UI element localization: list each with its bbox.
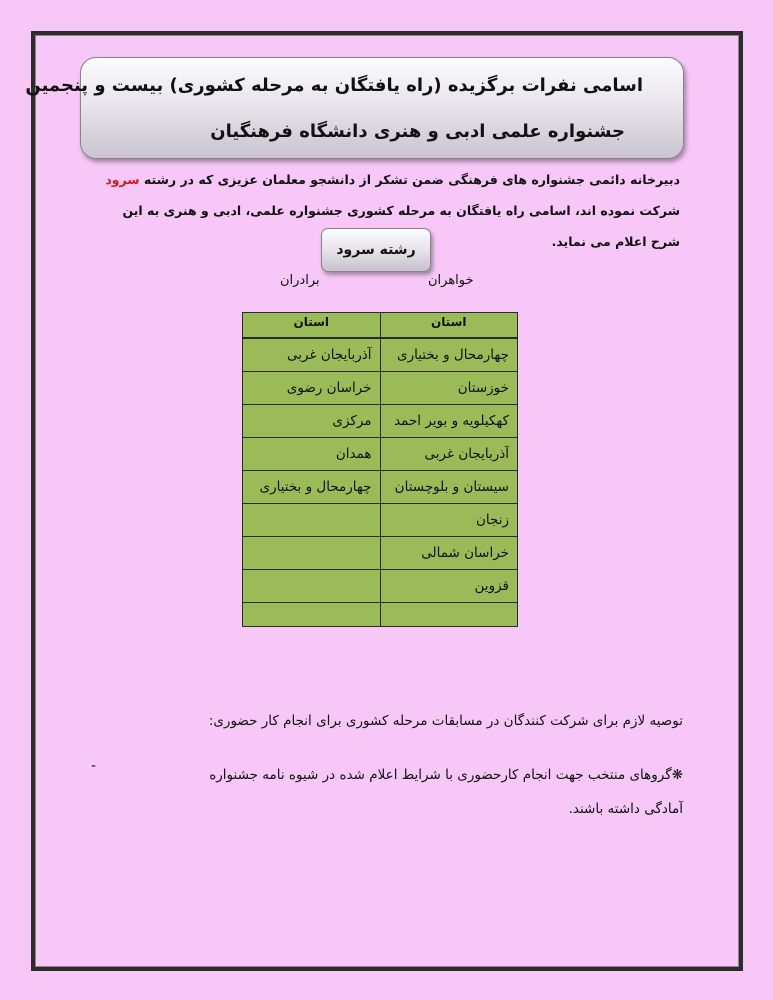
brothers-province-cell: خراسان رضوی (243, 372, 381, 405)
sisters-province-cell: خراسان شمالی (380, 537, 518, 570)
field-name-highlight: سرود (105, 172, 140, 187)
recommendation-text: گروهای منتخب جهت انجام کارحضوری با شرایط اعلام شده در شیوه نامه جشنواره آمادگی داشته باشند. (209, 767, 683, 817)
brothers-province-cell (243, 603, 381, 627)
field-label-box: رشته سرود (321, 228, 431, 272)
table-row (243, 471, 518, 504)
title-banner (25, 57, 684, 159)
table-row (243, 570, 518, 603)
brothers-province-cell: چهارمحال و بختیاری (243, 471, 381, 504)
table-row (243, 603, 518, 627)
table-row (243, 405, 518, 438)
brothers-province-cell: آذربایجان غربی (243, 338, 381, 372)
sisters-province-cell: آذربایجان غربی (380, 438, 518, 471)
sisters-province-cell: سیستان و بلوچستان (380, 471, 518, 504)
title-line-2: جشنواره علمی ادبی و هنری دانشگاه فرهنگیان (210, 121, 625, 142)
intro-text-start: دبیرخانه دائمی جشنواره های فرهنگی ضمن تشکر از دانشجو معلمان عزیزی که در رشته (139, 172, 680, 187)
brothers-province-cell: مرکزی (243, 405, 381, 438)
sisters-province-cell (380, 603, 518, 627)
recommendation-item (193, 758, 683, 826)
table-row (243, 504, 518, 537)
sisters-province-cell: زنجان (380, 504, 518, 537)
sisters-province-cell: خوزستان (380, 372, 518, 405)
brothers-province-cell: همدان (243, 438, 381, 471)
recommendation-title: توصیه لازم برای شرکت کنندگان در مسابقات مرحله کشوری برای انجام کار حضوری: (208, 713, 683, 729)
table-row (243, 438, 518, 471)
bullet-icon: ❋ (671, 767, 683, 783)
sisters-heading: خواهران (428, 273, 474, 288)
table-row (243, 372, 518, 405)
table-row (243, 338, 518, 372)
brothers-province-cell (243, 537, 381, 570)
brothers-province-cell (243, 570, 381, 603)
dash-mark: - (91, 758, 97, 774)
brothers-heading: برادران (280, 273, 320, 288)
intro-text-end: شرکت نموده اند، اسامی راه یافتگان به مرحله کشوری جشنواره علمی، ادبی و هنری به این شرح اعلام می نماید. (122, 203, 680, 249)
title-line-1: اسامی نفرات برگزیده (راه یافتگان به مرحله کشوری) بیست و پنجمین (25, 75, 643, 96)
sisters-province-cell: قزوین (380, 570, 518, 603)
brothers-province-cell (243, 504, 381, 537)
sisters-province-cell: چهارمحال و بختیاری (380, 338, 518, 372)
sisters-province-header: استان (380, 313, 518, 339)
table-row (243, 537, 518, 570)
brothers-province-header: استان (243, 313, 381, 339)
sisters-province-cell: کهکیلویه و بویر احمد (380, 405, 518, 438)
provinces-table (242, 312, 518, 627)
table-header-row (243, 313, 518, 339)
